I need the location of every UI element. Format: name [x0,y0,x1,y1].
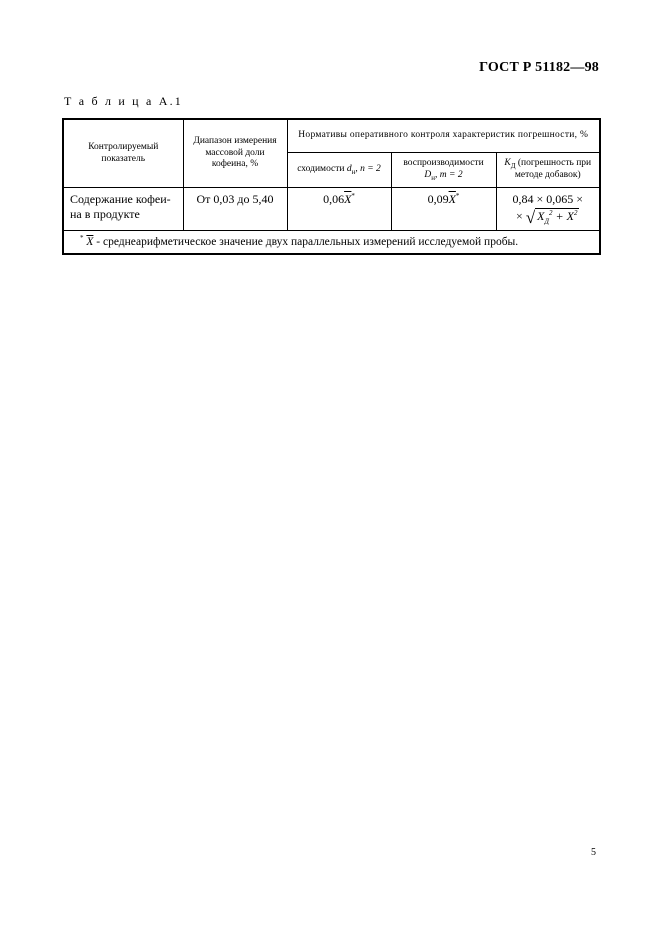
cell-convergence-coef: 0,06 [323,192,345,206]
header-k-symbol: K [504,157,511,168]
cell-reproducibility-star: * [455,192,460,200]
page-number: 5 [591,847,596,858]
norms-table [62,118,601,255]
header-convergence-label: сходимости [297,163,345,174]
cell-k-radicand-sub: Д [544,217,549,226]
header-k-desc: (погрешность при методе добавок) [514,157,592,181]
cell-k-radicand-plus: + [552,209,567,223]
header-indicator: Контролируемый показатель [63,119,183,188]
header-reproducibility-symbol: D [424,169,432,180]
note-x: $\overline{X}$ [86,236,94,249]
cell-k-radicand-x2: $\overline{X}$ [566,209,574,223]
table-caption: Т а б л и ц а А.1 [64,94,183,108]
cell-range: От 0,03 до 5,40 [183,188,287,231]
header-k-sub: Д [510,161,516,170]
cell-indicator: Содержание кофеи-на в продукте [63,188,183,231]
cell-k-radicand-sup2: 2 [573,209,578,217]
note-star: * [80,234,84,243]
document-header: ГОСТ Р 51182—98 [479,60,599,75]
cell-k-line1: 0,84 × 0,065 × [512,192,584,206]
cell-convergence-star: * [351,192,355,200]
header-convergence-sub: н [351,167,356,176]
table-note-row [63,231,600,255]
sqrt-icon: √ [525,208,536,227]
header-k [496,153,600,188]
table-note [63,231,600,255]
header-reproducibility-label: воспроизводимости [403,157,484,168]
cell-k-radicand [535,208,579,226]
cell-k-radicand-x1: X [537,209,545,223]
cell-convergence [287,188,391,231]
header-convergence-symbol: d [346,163,352,174]
cell-reproducibility-x: $\overline{X}$ [448,192,456,206]
table-header-row-1 [63,119,600,153]
header-reproducibility-sub: н [431,173,436,182]
header-convergence [287,153,391,188]
table-row [63,188,600,231]
header-reproducibility [391,153,496,188]
header-range: Диапазон измерения массовой доли кофеина, % [183,119,287,188]
cell-reproducibility-coef: 0,09 [427,192,449,206]
header-norms: Нормативы оперативного контроля характеристик погрешности, % [287,119,600,153]
cell-convergence-x: $\overline{X}$ [344,192,352,206]
header-convergence-n: , n = 2 [355,163,381,174]
note-text: - среднеарифметическое значение двух параллельных измерений исследуемой пробы. [93,236,519,249]
cell-k-formula [496,188,600,231]
cell-reproducibility [391,188,496,231]
cell-k-line2-prefix: × [516,209,523,223]
cell-k-radicand-sup: 2 [548,209,553,217]
header-reproducibility-m: , m = 2 [435,169,463,180]
